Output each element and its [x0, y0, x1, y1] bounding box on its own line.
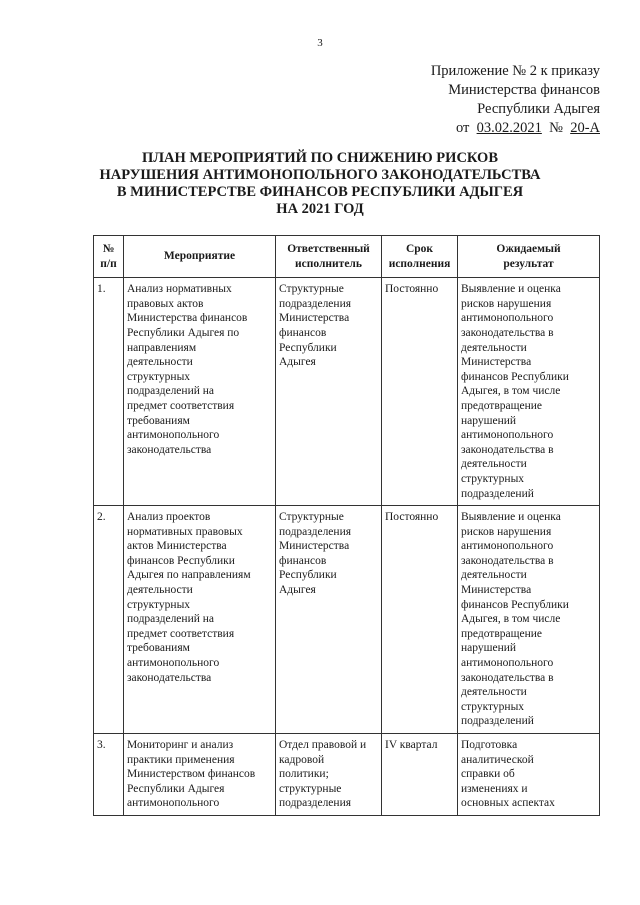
responsible-line: кадровой	[279, 753, 325, 766]
page-number: 3	[317, 37, 323, 49]
event-line: требованиям	[127, 642, 190, 655]
responsible-line: Министерства	[279, 312, 350, 325]
event-line: антимонопольного	[127, 657, 220, 670]
responsible-cell	[276, 734, 382, 816]
header-result-line-2: результат	[503, 257, 554, 270]
event-line: подразделений на	[127, 385, 215, 398]
header-term	[382, 236, 458, 278]
result-line: антимонопольного	[461, 540, 554, 553]
result-line: справки об	[461, 768, 515, 781]
plan-table-body	[94, 278, 600, 816]
result-line: Адыгея, в том числе	[461, 385, 561, 398]
responsible-line: Министерства	[279, 540, 350, 553]
responsible-line: финансов	[279, 326, 327, 339]
result-line: структурных	[461, 700, 525, 713]
appendix-block	[431, 62, 600, 138]
responsible-line: подразделения	[279, 525, 352, 538]
result-line: антимонопольного	[461, 312, 554, 325]
event-line: финансов Республики	[127, 554, 235, 567]
result-line: предотвращение	[461, 627, 542, 640]
result-line: Выявление и оценка	[461, 283, 561, 296]
result-line: финансов Республики	[461, 370, 569, 383]
event-line: деятельности	[127, 356, 193, 369]
event-cell	[124, 506, 276, 734]
responsible-line: подразделения	[279, 297, 352, 310]
event-line: антимонопольного	[127, 797, 220, 810]
header-responsible-line-2: исполнитель	[295, 257, 362, 270]
header-result-line-1: Ожидаемый	[496, 243, 561, 255]
date-prefix: от	[455, 120, 470, 136]
responsible-line: подразделения	[279, 797, 352, 810]
header-num-line-1: №	[102, 243, 115, 255]
event-line: антимонопольного	[127, 429, 220, 442]
appendix-line-1: Приложение № 2 к приказу	[430, 63, 600, 79]
result-line: деятельности	[461, 686, 527, 699]
result-line: финансов Республики	[461, 598, 569, 611]
result-line: законодательства в	[461, 671, 554, 684]
result-line: Министерства	[461, 584, 532, 597]
responsible-line: Республики	[279, 341, 337, 354]
header-num	[94, 236, 124, 278]
event-line: правовых актов	[127, 297, 204, 310]
responsible-line: Структурные	[279, 283, 344, 296]
event-line: Республики Адыгея	[127, 782, 225, 795]
event-line: структурных	[127, 598, 191, 611]
responsible-cell	[276, 278, 382, 506]
row-number: 2.	[94, 506, 124, 734]
appendix-line-2: Министерства финансов	[448, 82, 600, 98]
result-line: деятельности	[461, 458, 527, 471]
title-line-1: ПЛАН МЕРОПРИЯТИЙ ПО СНИЖЕНИЮ РИСКОВ	[141, 150, 499, 166]
row-number: 1.	[94, 278, 124, 506]
appendix-date-line	[431, 119, 600, 138]
result-line: Адыгея, в том числе	[461, 613, 561, 626]
term-cell: Постоянно	[382, 506, 458, 734]
event-line: Адыгея по направлениям	[127, 569, 251, 582]
event-line: Министерством финансов	[127, 768, 256, 781]
result-line: Выявление и оценка	[461, 511, 561, 524]
header-term-line-1: Срок	[405, 243, 434, 255]
table-header-row	[94, 236, 600, 278]
event-line: подразделений на	[127, 613, 215, 626]
result-line: основных аспектах	[461, 797, 555, 810]
responsible-line: Адыгея	[279, 356, 316, 369]
table-row	[94, 734, 600, 816]
term-cell: Постоянно	[382, 278, 458, 506]
plan-table	[93, 235, 600, 816]
event-line: практики применения	[127, 753, 235, 766]
event-line: нормативных правовых	[127, 525, 243, 538]
result-line: подразделений	[461, 715, 534, 728]
result-line: рисков нарушения	[461, 525, 552, 538]
responsible-cell	[276, 506, 382, 734]
result-line: структурных	[461, 472, 525, 485]
event-line: деятельности	[127, 584, 193, 597]
header-event: Мероприятие	[124, 236, 276, 278]
event-cell	[124, 734, 276, 816]
title-line-2: НАРУШЕНИЯ АНТИМОНОПОЛЬНОГО ЗАКОНОДАТЕЛЬСТВА	[99, 167, 541, 183]
event-line: предмет соответствия	[127, 627, 235, 640]
result-line: законодательства в	[461, 554, 554, 567]
event-line: предмет соответствия	[127, 399, 235, 412]
number-prefix: №	[549, 120, 563, 136]
result-line: подразделений	[461, 487, 534, 500]
result-cell	[458, 506, 600, 734]
event-line: законодательства	[127, 443, 212, 456]
responsible-line: финансов	[279, 554, 327, 567]
term-cell: IV квартал	[382, 734, 458, 816]
event-line: Анализ нормативных	[127, 283, 232, 296]
responsible-line: Адыгея	[279, 584, 316, 597]
event-cell	[124, 278, 276, 506]
result-line: предотвращение	[461, 399, 542, 412]
header-term-line-2: исполнения	[388, 257, 451, 270]
event-line: актов Министерства	[127, 540, 227, 553]
event-line: Министерства финансов	[127, 312, 248, 325]
result-line: законодательства в	[461, 443, 554, 456]
header-responsible-line-1: Ответственный	[287, 243, 370, 255]
responsible-line: Республики	[279, 569, 337, 582]
table-row	[94, 278, 600, 506]
responsible-line: Отдел правовой и	[279, 739, 367, 751]
result-line: деятельности	[461, 341, 527, 354]
result-line: деятельности	[461, 569, 527, 582]
result-line: нарушений	[461, 414, 517, 427]
appendix-line-3: Республики Адыгея	[477, 101, 600, 117]
responsible-line: Структурные	[279, 511, 344, 524]
result-line: Министерства	[461, 356, 532, 369]
title-line-3: В МИНИСТЕРСТВЕ ФИНАНСОВ РЕСПУБЛИКИ АДЫГЕЯ	[116, 184, 524, 200]
event-line: Анализ проектов	[127, 511, 211, 524]
order-number: 20-А	[570, 120, 600, 136]
result-line: антимонопольного	[461, 657, 554, 670]
document-title	[0, 150, 640, 218]
result-line: Подготовка	[461, 739, 518, 751]
result-cell	[458, 734, 600, 816]
event-line: Мониторинг и анализ	[127, 739, 234, 751]
table-row	[94, 506, 600, 734]
result-line: изменениях и	[461, 782, 528, 795]
event-line: Республики Адыгея по	[127, 326, 240, 339]
responsible-line: политики;	[279, 768, 329, 781]
result-line: рисков нарушения	[461, 297, 552, 310]
responsible-line: структурные	[279, 782, 342, 795]
header-responsible	[276, 236, 382, 278]
event-line: законодательства	[127, 671, 212, 684]
event-line: структурных	[127, 370, 191, 383]
header-num-line-2: п/п	[100, 257, 117, 270]
header-result	[458, 236, 600, 278]
result-line: аналитической	[461, 753, 534, 766]
result-cell	[458, 278, 600, 506]
event-line: требованиям	[127, 414, 190, 427]
row-number: 3.	[94, 734, 124, 816]
order-date: 03.02.2021	[476, 120, 542, 136]
result-line: нарушений	[461, 642, 517, 655]
event-line: направлениям	[127, 341, 197, 354]
result-line: антимонопольного	[461, 429, 554, 442]
title-line-4: НА 2021 ГОД	[276, 201, 364, 217]
result-line: законодательства в	[461, 326, 554, 339]
